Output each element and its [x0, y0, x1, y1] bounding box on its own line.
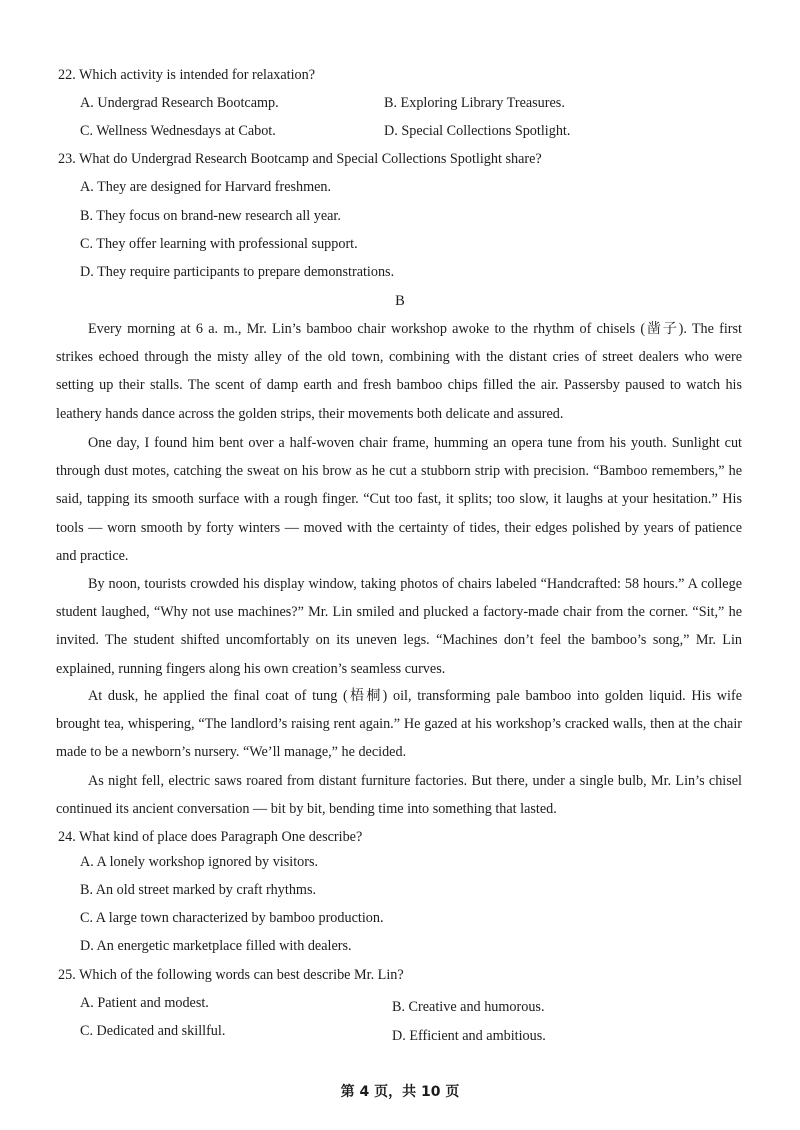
- question-22-option-a: A. Undergrad Research Bootcamp.: [80, 95, 279, 111]
- passage-paragraph-4: At dusk, he applied the final coat of tung (梧桐) oil, transforming pale bamboo into golden liquid. His wife brought tea, whispering, “The landlord’s raising rent again.” He gazed at his workshop’s cracked walls, then at the chair made to be a newborn’s nursery. “We’ll manage,” he decided.: [56, 688, 742, 761]
- question-23-option-b: B. They focus on brand-new research all year.: [80, 208, 341, 224]
- question-24-option-c: C. A large town characterized by bamboo production.: [80, 910, 384, 926]
- question-25-option-c: C. Dedicated and skillful.: [80, 1023, 226, 1039]
- section-heading-b: B: [395, 293, 405, 309]
- question-22-option-c: C. Wellness Wednesdays at Cabot.: [80, 123, 276, 139]
- passage-paragraph-2: One day, I found him bent over a half-woven chair frame, humming an opera tune from his youth. Sunlight cut through dust motes, catching the sweat on his brow as he cut a stubborn strip with precision. “Bamboo remembers,” he said, tapping its smooth surface with a rough finger. “Cut too fast, it splits; too slow, it laughs at your hesitation.” His tools — worn smooth by forty winters — moved with the certainty of tides, their edges polished by years of patience and practice.: [56, 435, 742, 564]
- question-23-option-a: A. They are designed for Harvard freshmen.: [80, 179, 332, 195]
- question-23-option-d: D. They require participants to prepare demonstrations.: [80, 264, 395, 280]
- question-24-option-d: D. An energetic marketplace filled with dealers.: [80, 938, 352, 954]
- passage-paragraph-1: Every morning at 6 a. m., Mr. Lin’s bamboo chair workshop awoke to the rhythm of chisels (凿子). The first strikes echoed through the misty alley of the old town, combining with the distant cries of street dealers who were setting up their stalls. The scent of damp earth and fresh bamboo chips filled the air. Passersby paused to watch his leathery hands dance across the golden strips, their movements both delicate and assured.: [56, 321, 742, 422]
- question-22-option-b: B. Exploring Library Treasures.: [384, 95, 565, 111]
- question-25-option-d: D. Efficient and ambitious.: [392, 1028, 546, 1044]
- question-25-stem: 25. Which of the following words can best describe Mr. Lin?: [58, 967, 404, 983]
- page-number-footer: 第 4 页，共 10 页: [340, 1084, 460, 1100]
- question-23-option-c: C. They offer learning with professional support.: [80, 236, 358, 252]
- question-25-option-a: A. Patient and modest.: [80, 995, 209, 1011]
- question-24-option-a: A. A lonely workshop ignored by visitors.: [80, 854, 319, 870]
- question-24-stem: 24. What kind of place does Paragraph One describe?: [58, 829, 363, 845]
- passage-paragraph-5: As night fell, electric saws roared from distant furniture factories. But there, under a single bulb, Mr. Lin’s chisel continued its ancient conversation — bit by bit, bending time into something that lasted.: [56, 773, 742, 818]
- passage-paragraph-3: By noon, tourists crowded his display window, taking photos of chairs labeled “Handcrafted: 58 hours.” A college student laughed, “Why not use machines?” Mr. Lin smiled and plucked a factory-made chair from the corner. “Sit,” he invited. The student shifted uncomfortably on its uneven legs. “Machines don’t feel the bamboo’s song,” Mr. Lin explained, running fingers along his own creation’s seamless curves.: [56, 576, 742, 677]
- question-23-stem: 23. What do Undergrad Research Bootcamp and Special Collections Spotlight share?: [58, 151, 542, 167]
- question-22-stem: 22. Which activity is intended for relaxation?: [58, 67, 316, 83]
- question-24-option-b: B. An old street marked by craft rhythms.: [80, 882, 317, 898]
- question-22-option-d: D. Special Collections Spotlight.: [384, 123, 571, 139]
- question-25-option-b: B. Creative and humorous.: [392, 999, 545, 1015]
